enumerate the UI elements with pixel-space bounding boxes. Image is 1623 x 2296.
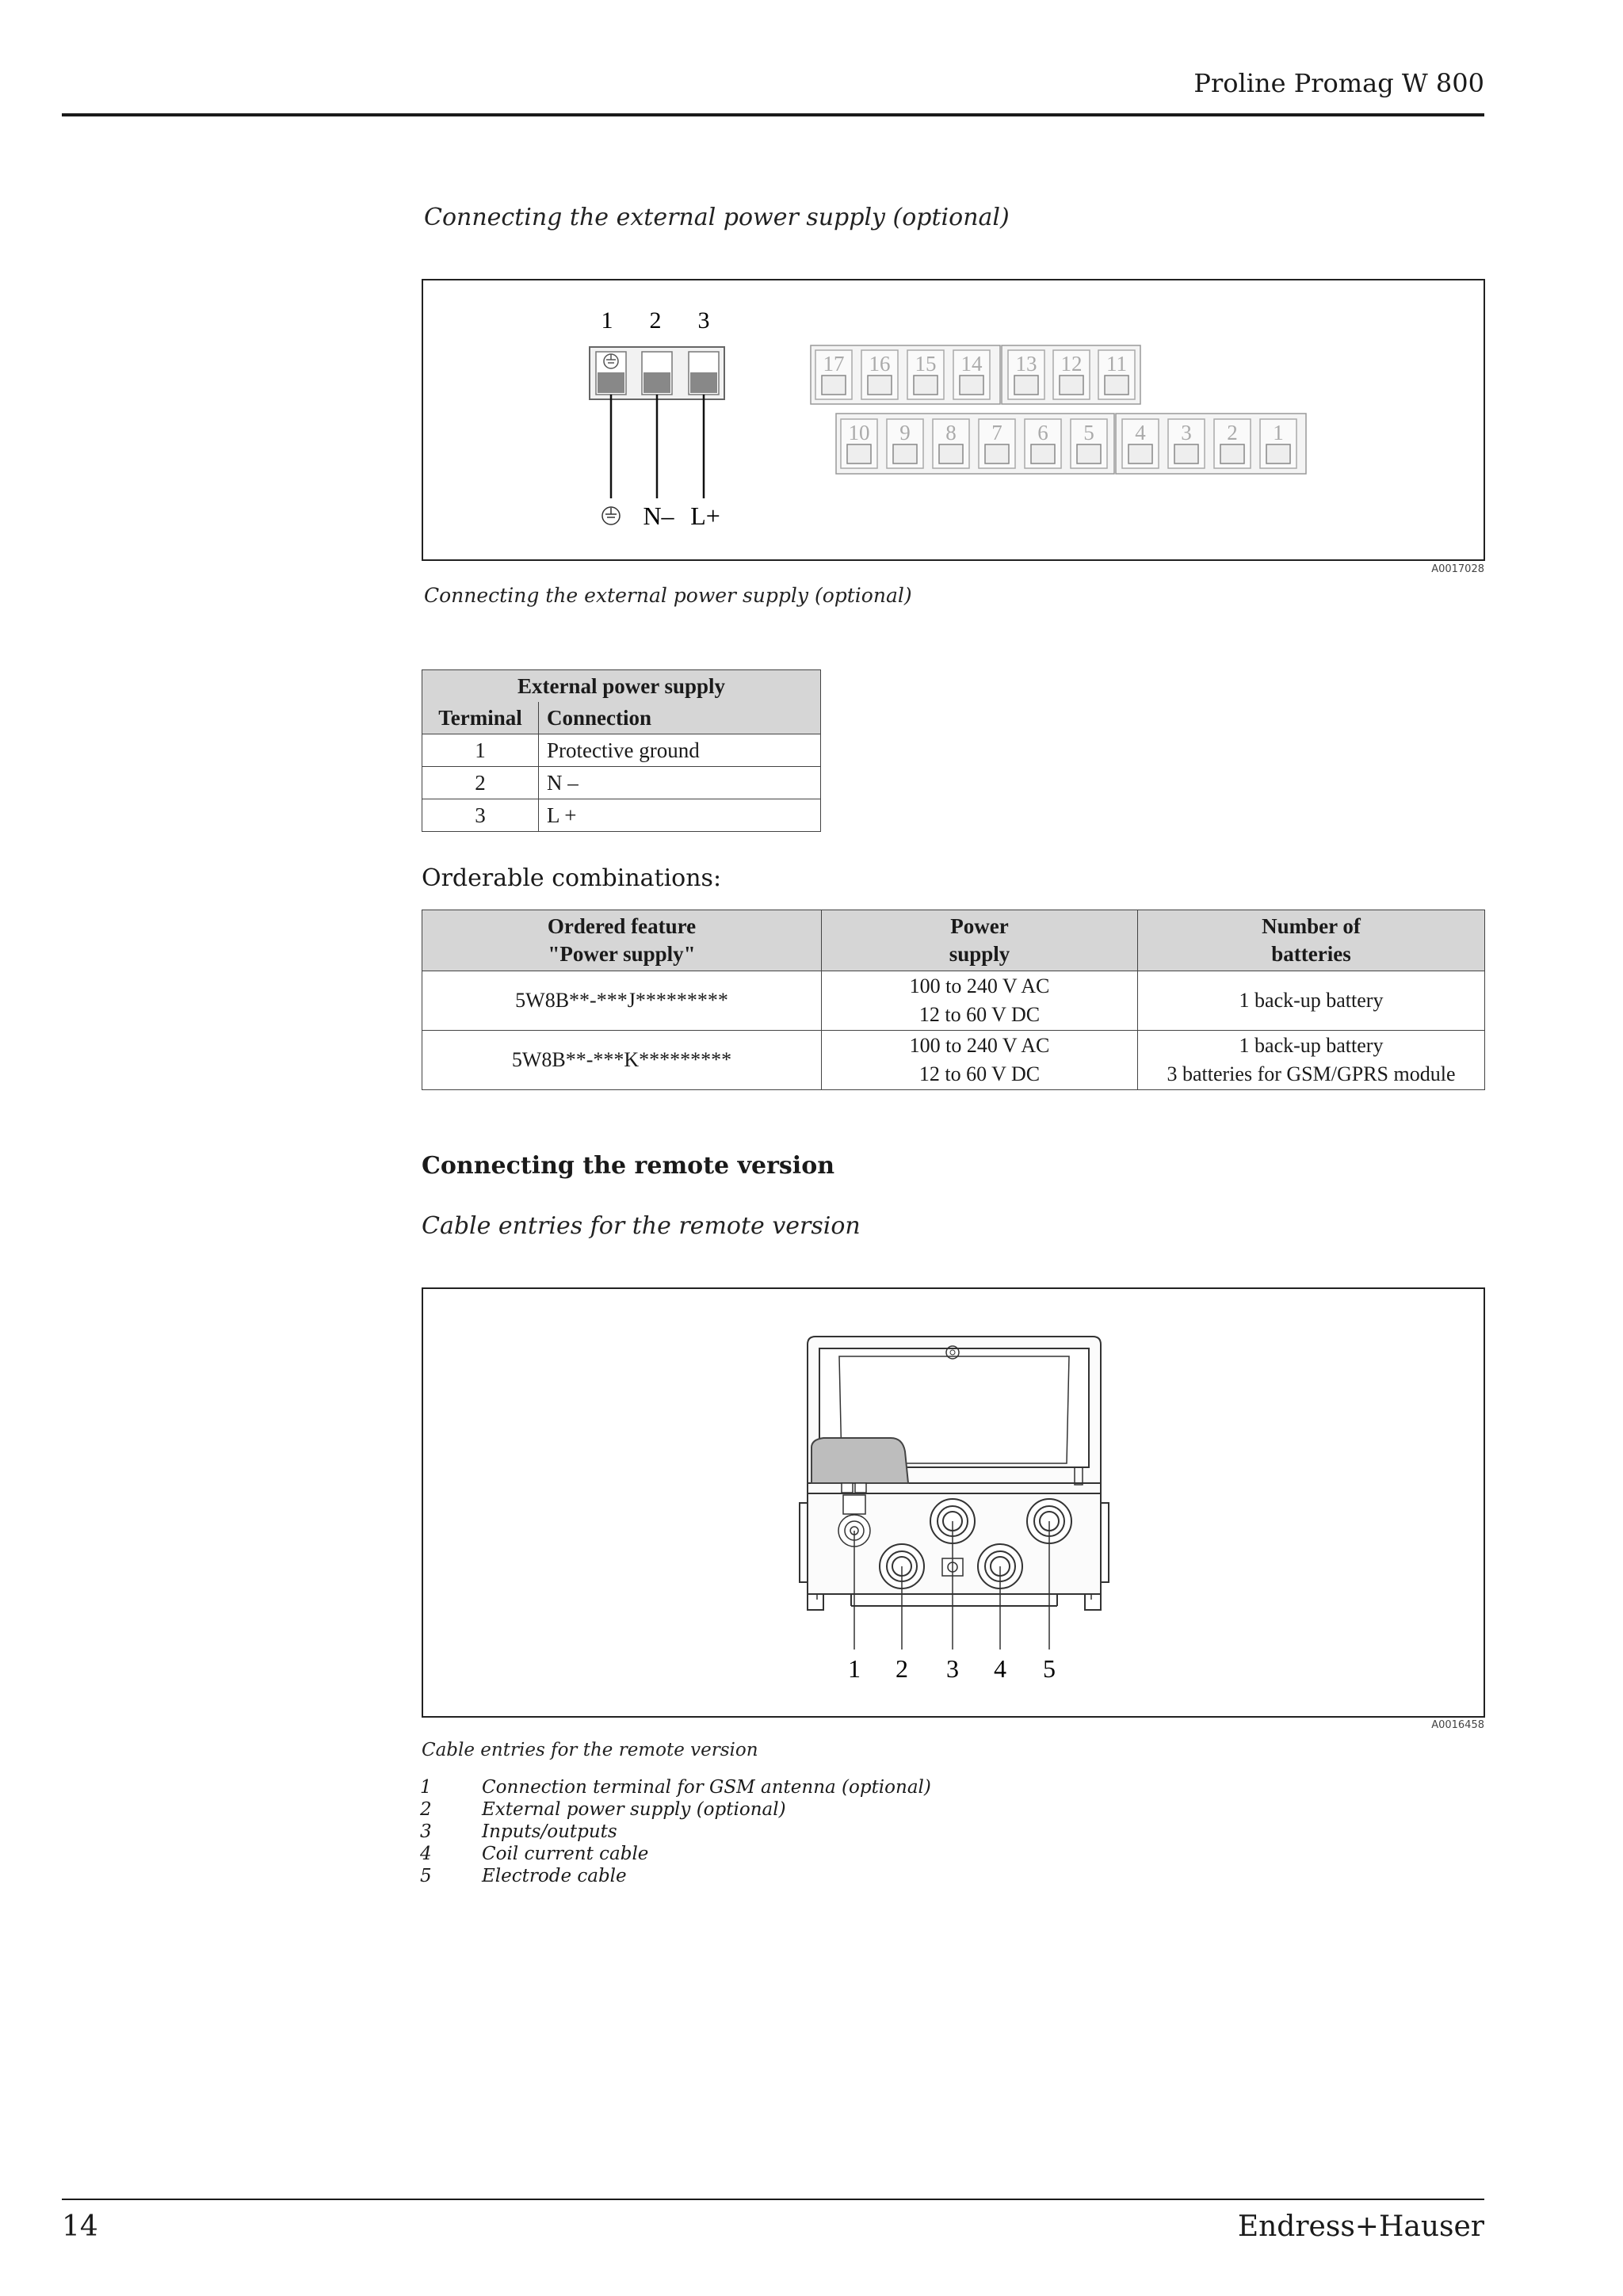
header-line: batteries <box>1271 942 1351 966</box>
bus-terminal-number: 16 <box>869 352 891 376</box>
callout-number: 1 <box>848 1654 861 1683</box>
callout-number: 5 <box>1043 1654 1056 1683</box>
housing-diagram-svg <box>423 1289 1484 1716</box>
cell-line: 12 to 60 V DC <box>918 1062 1041 1085</box>
bus-terminal-cell <box>1098 350 1135 399</box>
brand-name: Endress+Hauser <box>1237 2210 1484 2243</box>
bus-terminal-number: 13 <box>1015 352 1037 376</box>
bus-terminal-cell <box>1053 350 1090 399</box>
terminal-slot <box>689 352 719 395</box>
bus-terminal-number: 17 <box>823 352 845 376</box>
terminal-number: 3 <box>697 307 710 334</box>
bus-terminal-cell <box>953 350 990 399</box>
bus-terminal-cell <box>841 419 877 468</box>
cell-line: 1 back-up battery <box>1239 989 1384 1012</box>
table-row <box>422 734 821 767</box>
terminal-number: 1 <box>601 307 613 334</box>
table-row <box>422 1031 1485 1090</box>
bus-terminal-number: 9 <box>899 421 911 444</box>
bus-terminal-number: 1 <box>1273 421 1284 444</box>
connection-cell: N – <box>539 767 821 799</box>
cell-line: 100 to 240 V AC <box>909 974 1050 997</box>
bus-terminal-number: 11 <box>1106 352 1127 376</box>
column-header-power-supply <box>822 910 1138 971</box>
column-header-ordered-feature <box>422 910 822 971</box>
legend-text: External power supply (optional) <box>482 1799 786 1820</box>
column-header-connection: Connection <box>539 702 821 734</box>
bus-terminal-cell <box>815 350 852 399</box>
bus-terminal-number: 2 <box>1227 421 1238 444</box>
bus-terminal-cell <box>907 350 944 399</box>
batteries-cell <box>1138 971 1485 1031</box>
cell-line: 100 to 240 V AC <box>909 1034 1050 1057</box>
column-header-number-of-batteries <box>1138 910 1485 971</box>
header-line: Power <box>950 914 1009 938</box>
bus-terminal-cell <box>1008 350 1044 399</box>
bus-terminal-cell <box>1071 419 1107 468</box>
legend-number: 4 <box>420 1844 432 1864</box>
legend-number: 2 <box>420 1799 432 1820</box>
terminal-cell: 1 <box>422 734 539 767</box>
header-line: "Power supply" <box>548 942 696 966</box>
page-number: 14 <box>62 2210 98 2243</box>
orderable-combinations-table <box>422 910 1485 1090</box>
bus-terminal-number: 7 <box>991 421 1002 444</box>
terminal-cell: 3 <box>422 799 539 832</box>
figure2-cable-entries-diagram <box>422 1287 1485 1718</box>
table-row <box>422 767 821 799</box>
upper-bus-cells <box>815 350 1135 399</box>
bus-terminal-number: 10 <box>848 421 870 444</box>
legend-number: 5 <box>420 1866 432 1886</box>
table-row <box>422 799 821 832</box>
header-line: Ordered feature <box>547 914 697 938</box>
footer-rule <box>62 2199 1484 2200</box>
bus-terminal-number: 4 <box>1135 421 1146 444</box>
figure1-id: A0017028 <box>1431 563 1484 575</box>
bus-terminal-cell <box>1168 419 1205 468</box>
orderable-combinations-heading: Orderable combinations: <box>422 864 722 892</box>
bus-terminal-number: 14 <box>960 352 983 376</box>
terminal-cell: 2 <box>422 767 539 799</box>
supply-cell <box>822 971 1138 1031</box>
legend-text: Connection terminal for GSM antenna (optional) <box>482 1777 931 1798</box>
wiring-diagram-svg <box>423 280 1484 559</box>
bus-terminal-cell <box>887 419 923 468</box>
bus-terminal-number: 12 <box>1060 352 1083 376</box>
figure1-caption: Connecting the external power supply (optional) <box>424 584 912 607</box>
terminal-slot <box>642 352 672 395</box>
order-code-cell: 5W8B**-***K********* <box>422 1031 822 1090</box>
table-title: External power supply <box>422 670 821 703</box>
terminal-slot <box>596 352 626 395</box>
figure1-heading: Connecting the external power supply (optional) <box>424 204 1010 231</box>
cell-line: 12 to 60 V DC <box>918 1003 1041 1026</box>
bus-terminal-number: 6 <box>1037 421 1048 444</box>
column-header-terminal: Terminal <box>422 702 539 734</box>
table-row <box>422 971 1485 1031</box>
connection-cell: Protective ground <box>539 734 821 767</box>
bus-terminal-cell <box>979 419 1015 468</box>
figure2-caption: Cable entries for the remote version <box>422 1740 758 1760</box>
order-code-cell: 5W8B**-***J********* <box>422 971 822 1031</box>
header-line: Number of <box>1262 914 1361 938</box>
bus-terminal-cell <box>933 419 969 468</box>
bus-terminal-cell <box>1214 419 1251 468</box>
supply-cell <box>822 1031 1138 1090</box>
figure2-heading: Cable entries for the remote version <box>422 1212 861 1240</box>
callout-number: 3 <box>946 1654 959 1683</box>
bus-terminal-number: 5 <box>1083 421 1094 444</box>
callout-number: 4 <box>994 1654 1006 1683</box>
bus-terminal-cell <box>1025 419 1061 468</box>
header-rule <box>62 113 1484 116</box>
figure2-id: A0016458 <box>1431 1719 1484 1731</box>
terminal-number: 2 <box>649 307 662 334</box>
legend-number: 3 <box>420 1821 432 1842</box>
cell-line: 1 back-up battery <box>1239 1034 1384 1057</box>
batteries-cell <box>1138 1031 1485 1090</box>
legend-text: Coil current cable <box>482 1844 649 1864</box>
antenna-cap <box>812 1438 908 1483</box>
legend-number: 1 <box>420 1777 432 1798</box>
legend-text: Inputs/outputs <box>482 1821 617 1842</box>
bus-terminal-number: 3 <box>1181 421 1192 444</box>
wire-label-live: L+ <box>690 502 720 530</box>
bus-terminal-cell <box>1122 419 1159 468</box>
cell-line: 3 batteries for GSM/GPRS module <box>1167 1062 1456 1085</box>
wire-label-neutral: N– <box>643 502 674 530</box>
legend-text: Electrode cable <box>482 1866 627 1886</box>
document-header-title: Proline Promag W 800 <box>1193 68 1484 98</box>
section-heading-remote-version: Connecting the remote version <box>422 1152 835 1180</box>
callout-number: 2 <box>896 1654 908 1683</box>
external-power-supply-table <box>422 669 821 832</box>
figure1-wiring-diagram <box>422 279 1485 561</box>
bus-terminal-number: 8 <box>945 421 957 444</box>
bus-terminal-number: 15 <box>915 352 937 376</box>
connection-cell: L + <box>539 799 821 832</box>
bus-terminal-cell <box>861 350 898 399</box>
bus-terminal-cell <box>1260 419 1296 468</box>
ground-symbol-icon <box>602 507 620 524</box>
header-line: supply <box>949 942 1010 966</box>
